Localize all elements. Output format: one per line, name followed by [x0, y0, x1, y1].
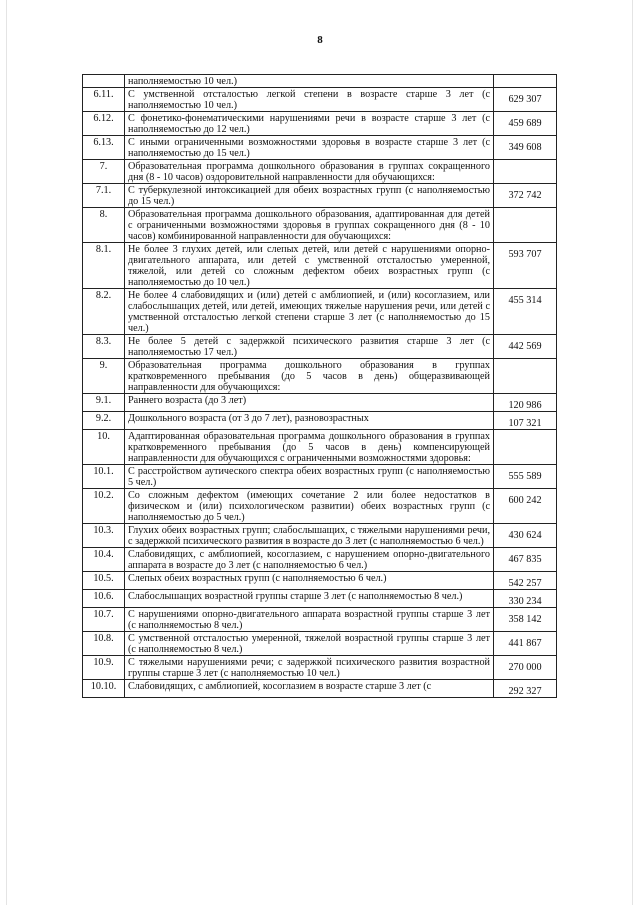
row-description: Образовательная программа дошкольного образования в группах кратковременного пребывания (до 5 часов в день) общеразвивающей направленности для обучающихся:: [125, 359, 494, 394]
row-number: 10.2.: [83, 489, 125, 524]
table-row: [83, 572, 557, 590]
row-number: 10.4.: [83, 548, 125, 572]
row-number: 6.11.: [83, 88, 125, 112]
row-amount: 593 707: [494, 243, 557, 289]
table-row: [83, 394, 557, 412]
row-number: 6.12.: [83, 112, 125, 136]
row-description: Образовательная программа дошкольного образования, адаптированная для детей с ограниченными возможностями здоровья в группах сокращенного дня (8 - 10 часов) комбинированной направленности для обучающихся:: [125, 208, 494, 243]
row-amount: 542 257: [494, 572, 557, 590]
row-number: 10.: [83, 430, 125, 465]
row-amount: [494, 160, 557, 184]
table-row: [83, 243, 557, 289]
table-row: [83, 289, 557, 335]
row-description: С умственной отсталостью умеренной, тяжелой возрастной группы старше 3 лет (с наполняемостью 8 чел.): [125, 632, 494, 656]
row-number: 9.: [83, 359, 125, 394]
row-amount: 330 234: [494, 590, 557, 608]
row-amount: 430 624: [494, 524, 557, 548]
row-number: 10.1.: [83, 465, 125, 489]
row-number: 10.6.: [83, 590, 125, 608]
tariff-table: [82, 74, 557, 698]
row-number: 8.: [83, 208, 125, 243]
row-number: 9.2.: [83, 412, 125, 430]
row-description: Слабослышащих возрастной группы старше 3 лет (с наполняемостью 8 чел.): [125, 590, 494, 608]
row-amount: 292 327: [494, 680, 557, 698]
row-amount: 555 589: [494, 465, 557, 489]
table-body: [83, 75, 557, 698]
row-amount: 629 307: [494, 88, 557, 112]
table-row: [83, 608, 557, 632]
row-description: Не более 5 детей с задержкой психического развития старше 3 лет (с наполняемостью 17 чел.): [125, 335, 494, 359]
row-description: С нарушениями опорно-двигательного аппарата возрастной группы старше 3 лет (с наполняемостью 8 чел.): [125, 608, 494, 632]
row-number: 8.3.: [83, 335, 125, 359]
table-row: [83, 208, 557, 243]
row-amount: 107 321: [494, 412, 557, 430]
row-amount: [494, 359, 557, 394]
row-description: С умственной отсталостью легкой степени в возрасте старше 3 лет (с наполняемостью 10 чел.): [125, 88, 494, 112]
table-row: [83, 359, 557, 394]
row-description: Образовательная программа дошкольного образования в группах сокращенного дня (8 - 10 часов) оздоровительной направленности для обучающихся:: [125, 160, 494, 184]
row-amount: 120 986: [494, 394, 557, 412]
row-description: Слепых обеих возрастных групп (с наполняемостью 6 чел.): [125, 572, 494, 590]
row-description: Адаптированная образовательная программа дошкольного образования в группах кратковременного пребывания (до 5 часов в день) компенсирующей направленности для обучающихся с ограниченными возможностями здоровья:: [125, 430, 494, 465]
row-number: [83, 75, 125, 88]
row-number: 9.1.: [83, 394, 125, 412]
row-description: С иными ограниченными возможностями здоровья в возрасте старше 3 лет (с наполняемостью до 15 чел.): [125, 136, 494, 160]
row-description: Со сложным дефектом (имеющих сочетание 2 или более недостатков в физическом и (или) психологическом развитии) обеих возрастных групп (с наполняемостью до 5 чел.): [125, 489, 494, 524]
row-number: 6.13.: [83, 136, 125, 160]
table-row: [83, 412, 557, 430]
table-row: [83, 465, 557, 489]
row-description: Раннего возраста (до 3 лет): [125, 394, 494, 412]
row-amount: 358 142: [494, 608, 557, 632]
row-number: 10.10.: [83, 680, 125, 698]
row-number: 8.1.: [83, 243, 125, 289]
row-description: Глухих обеих возрастных групп; слабослышащих, с тяжелыми нарушениями речи, с задержкой психического развития в возрасте до 3 лет (с наполняемостью 6 чел.): [125, 524, 494, 548]
row-description: Не более 4 слабовидящих и (или) детей с амблиопией, и (или) косоглазием, или слабослышащих детей, или детей, имеющих тяжелые нарушения речи, или детей с умственной отсталостью легкой степени старше 3 лет (с наполняемостью до 15 чел.): [125, 289, 494, 335]
row-description: С фонетико-фонематическими нарушениями речи в возрасте старше 3 лет (с наполняемостью до 12 чел.): [125, 112, 494, 136]
table-row: [83, 184, 557, 208]
left-edge-line: [6, 0, 7, 905]
row-number: 10.9.: [83, 656, 125, 680]
row-description: С тяжелыми нарушениями речи; с задержкой психического развития возрастной группы старше 3 лет (с наполняемостью 10 чел.): [125, 656, 494, 680]
row-description: Слабовидящих, с амблиопией, косоглазием, с нарушением опорно-двигательного аппарата в возрасте до 3 лет (с наполняемостью 6 чел.): [125, 548, 494, 572]
table-row: [83, 75, 557, 88]
row-amount: 455 314: [494, 289, 557, 335]
row-number: 10.5.: [83, 572, 125, 590]
row-description: Слабовидящих, с амблиопией, косоглазием в возрасте старше 3 лет (с: [125, 680, 494, 698]
row-description: Дошкольного возраста (от 3 до 7 лет), разновозрастных: [125, 412, 494, 430]
table-row: [83, 680, 557, 698]
table-row: [83, 88, 557, 112]
row-amount: 372 742: [494, 184, 557, 208]
row-description: наполняемостью 10 чел.): [125, 75, 494, 88]
row-number: 10.7.: [83, 608, 125, 632]
table-row: [83, 656, 557, 680]
page-number: 8: [317, 34, 323, 46]
row-number: 10.3.: [83, 524, 125, 548]
row-description: С расстройством аутического спектра обеих возрастных групп (с наполняемостью 5 чел.): [125, 465, 494, 489]
table-row: [83, 590, 557, 608]
row-amount: [494, 208, 557, 243]
table-row: [83, 632, 557, 656]
row-description: С туберкулезной интоксикацией для обеих возрастных групп (с наполняемостью до 15 чел.): [125, 184, 494, 208]
table-row: [83, 489, 557, 524]
table-row: [83, 430, 557, 465]
row-number: 8.2.: [83, 289, 125, 335]
row-amount: [494, 75, 557, 88]
table-row: [83, 524, 557, 548]
row-amount: 442 569: [494, 335, 557, 359]
table-row: [83, 136, 557, 160]
table-row: [83, 548, 557, 572]
table-row: [83, 335, 557, 359]
row-number: 10.8.: [83, 632, 125, 656]
row-number: 7.: [83, 160, 125, 184]
row-amount: 349 608: [494, 136, 557, 160]
row-amount: [494, 430, 557, 465]
row-amount: 459 689: [494, 112, 557, 136]
row-amount: 600 242: [494, 489, 557, 524]
row-amount: 441 867: [494, 632, 557, 656]
row-amount: 270 000: [494, 656, 557, 680]
row-amount: 467 835: [494, 548, 557, 572]
row-number: 7.1.: [83, 184, 125, 208]
right-edge-line: [632, 0, 633, 905]
row-description: Не более 3 глухих детей, или слепых детей, или детей с нарушениями опорно-двигательного аппарата, или детей с умственной отсталостью умеренной, тяжелой, или детей со сложным дефектом обеих возрастных групп (с наполняемостью до 10 чел.): [125, 243, 494, 289]
table-row: [83, 160, 557, 184]
table-row: [83, 112, 557, 136]
